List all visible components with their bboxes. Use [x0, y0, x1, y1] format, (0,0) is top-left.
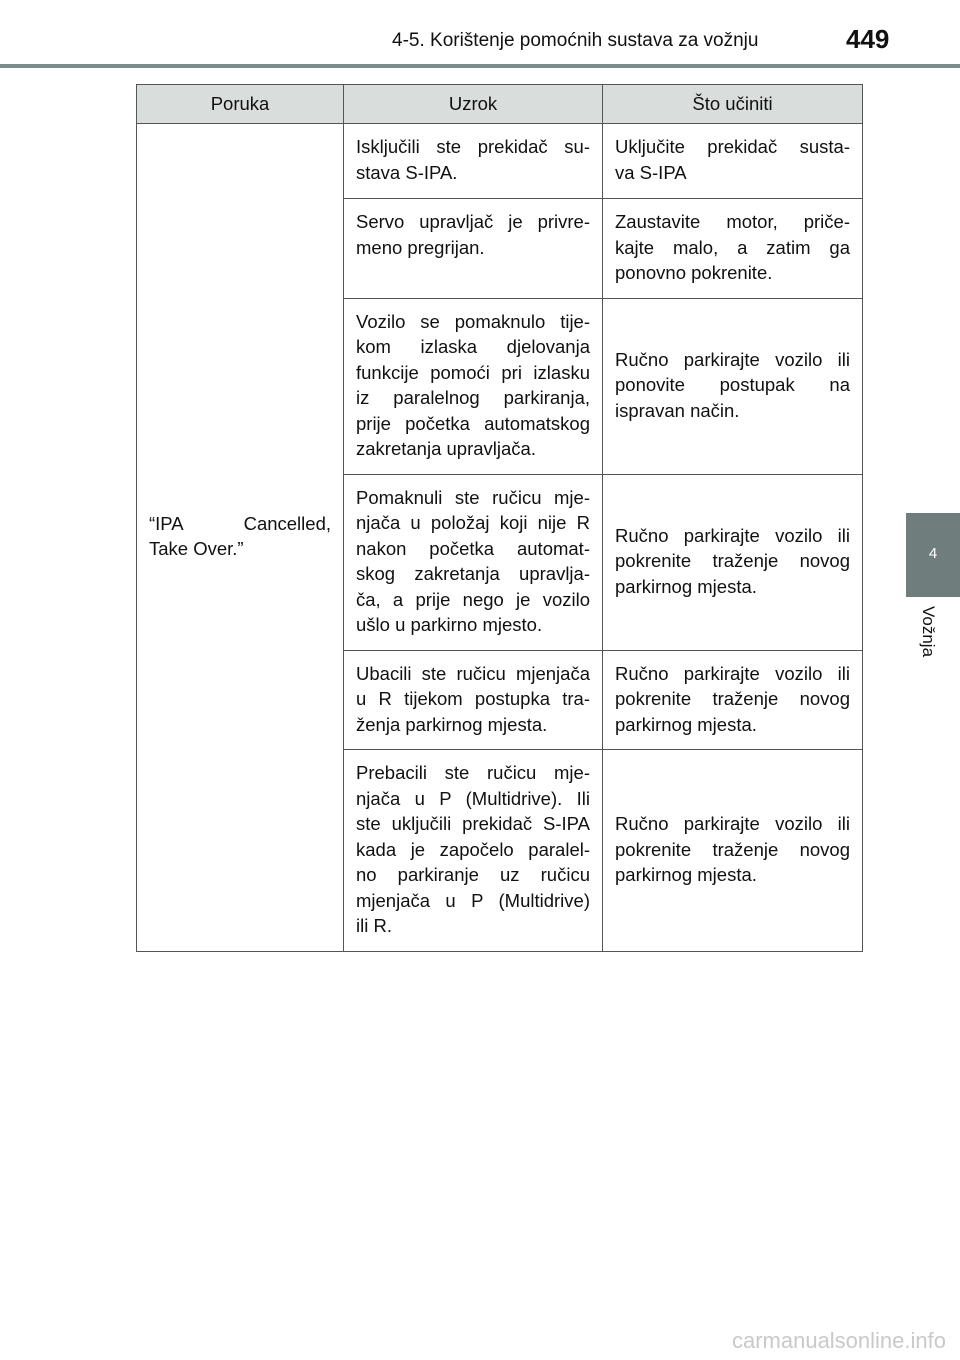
action-cell: [603, 750, 863, 952]
message-cell: [137, 124, 344, 952]
action-cell: [603, 124, 863, 199]
action-text: Uključite prekidač susta- va S-IPA: [615, 136, 850, 183]
cause-text: Vozilo se pomaknulo tije- kom izlaska djelovanja funkcije pomoći pri izlasku iz paralelnog parkiranja, prije početka automatskog zakretanja upravljača.: [356, 310, 590, 459]
action-text: Ručno parkirajte vozilo ili pokrenite traženje novog parkirnog mjesta.: [615, 662, 850, 735]
cause-cell: [344, 650, 603, 750]
action-text: Zaustavite motor, priče- kajte malo, a zatim ga ponovno pokrenite.: [615, 211, 850, 283]
action-cell: [603, 298, 863, 474]
watermark-text: carmanualsonline.info: [731, 1328, 946, 1353]
action-text: Ručno parkirajte vozilo ili pokrenite traženje novog parkirnog mjesta.: [615, 524, 850, 597]
message-text: “IPA Cancelled, Take Over.”: [149, 512, 331, 560]
action-text: Ručno parkirajte vozilo ili ponovite postupak na ispravan način.: [615, 348, 850, 421]
column-header-cause: Uzrok: [344, 85, 603, 124]
cause-text: Isključili ste prekidač su- stava S-IPA.: [356, 136, 590, 183]
chapter-number: 4: [928, 545, 938, 562]
action-cell: [603, 650, 863, 750]
cause-cell: [344, 124, 603, 199]
cause-cell: [344, 474, 603, 650]
action-cell: [603, 199, 863, 299]
cause-cell: [344, 750, 603, 952]
table-header-row: [137, 85, 863, 124]
page-number: 449: [846, 24, 890, 54]
cause-text: Ubacili ste ručicu mjenjača u R tijekom postupka tra- ženja parkirnog mjesta.: [356, 662, 590, 735]
header-divider: [0, 64, 960, 68]
action-text: Ručno parkirajte vozilo ili pokrenite traženje novog parkirnog mjesta.: [615, 813, 850, 885]
chapter-tab: [906, 513, 960, 597]
cause-text: Pomaknuli ste ručicu mje- njača u položaj koji nije R nakon početka automat- skog zakretanja upravlja- ča, a prije nego je vozilo ušlo u parkirno mjesto.: [356, 486, 590, 635]
table-row: [137, 124, 863, 199]
cause-cell: [344, 298, 603, 474]
cause-text: Servo upravljač je privre- meno pregrijan.: [356, 211, 590, 258]
column-header-action: Što učiniti: [603, 85, 863, 124]
cause-cell: [344, 199, 603, 299]
chapter-label: Vožnja: [919, 606, 938, 658]
action-cell: [603, 474, 863, 650]
cause-text: Prebacili ste ručicu mje- njača u P (Multidrive). Ili ste uključili prekidač S-IPA kada je započelo paralel- no parkiranje uz ručicu mjenjača u P (Multidrive) ili R.: [356, 762, 590, 936]
column-header-message: Poruka: [137, 85, 344, 124]
page-header-title: 4-5. Korištenje pomoćnih sustava za vožnju: [392, 30, 759, 51]
message-table: [136, 84, 863, 952]
